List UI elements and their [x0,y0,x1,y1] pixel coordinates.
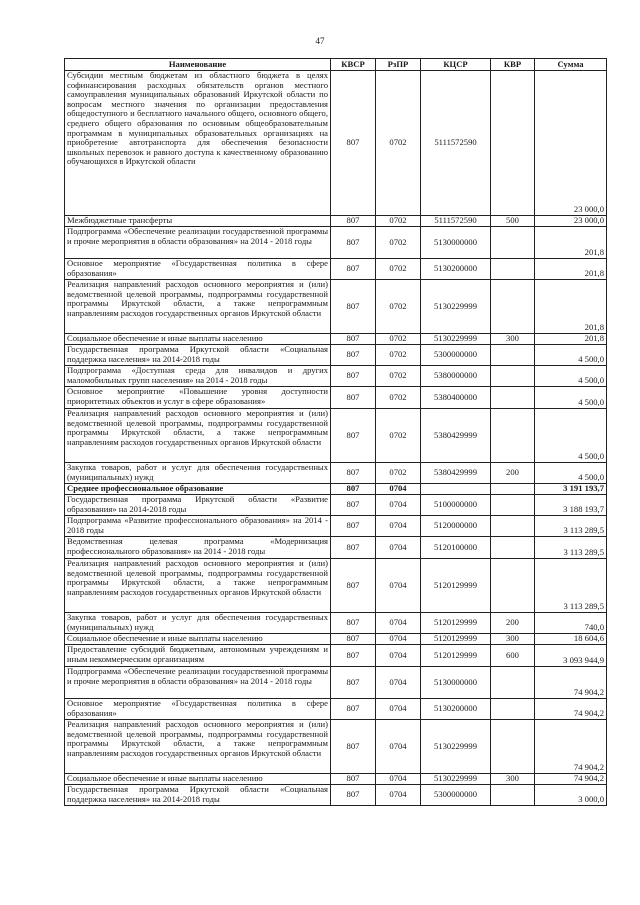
row-name: Подпрограмма «Доступная среда для инвалидов и других маломобильных групп населения» на 2014 - 2018 годы [65,366,331,387]
row-kvr [491,71,535,216]
row-kvr [491,387,535,409]
table-row [65,366,607,387]
row-kvsr: 807 [331,409,376,463]
row-kvsr: 807 [331,667,376,699]
row-sum: 4 500,0 [535,409,607,463]
row-kvr [491,699,535,720]
row-kvsr: 807 [331,645,376,667]
row-sum: 201,8 [535,334,607,345]
table-row [65,495,607,516]
row-name: Государственная программа Иркутской области «Развитие образования» на 2014-2018 годы [65,495,331,516]
column-header-sum: Сумма [535,59,607,71]
row-sum: 3 113 289,5 [535,559,607,613]
row-rzpr: 0702 [376,280,421,334]
row-kcsr: 5300000000 [421,345,491,366]
row-name: Государственная программа Иркутской области «Социальная поддержка населения» на 2014-2018 годы [65,785,331,806]
row-rzpr: 0704 [376,516,421,537]
table-row [65,699,607,720]
row-kvsr: 807 [331,463,376,484]
row-kcsr: 5111572590 [421,216,491,227]
row-kvr [491,537,535,559]
table-row [65,227,607,259]
row-kcsr: 5111572590 [421,71,491,216]
row-kvr [491,720,535,774]
row-rzpr: 0704 [376,495,421,516]
column-header-name: Наименование [65,59,331,71]
row-kcsr: 5130000000 [421,667,491,699]
row-kvsr: 807 [331,387,376,409]
row-sum: 3 188 193,7 [535,495,607,516]
row-kvr [491,227,535,259]
row-name: Основное мероприятие «Государственная политика в сфере образования» [65,699,331,720]
column-header-kvsr: КВСР [331,59,376,71]
row-kcsr: 5130000000 [421,227,491,259]
row-rzpr: 0702 [376,366,421,387]
row-sum: 3 113 289,5 [535,516,607,537]
table-row [65,774,607,785]
row-kvr [491,345,535,366]
row-kcsr: 5130229999 [421,720,491,774]
row-kcsr: 5120000000 [421,516,491,537]
row-rzpr: 0702 [376,216,421,227]
row-sum: 4 500,0 [535,463,607,484]
table-row [65,484,607,495]
row-kvr: 600 [491,645,535,667]
table-row [65,559,607,613]
table-row [65,516,607,537]
row-rzpr: 0704 [376,774,421,785]
row-kvsr: 807 [331,785,376,806]
row-kvr [491,409,535,463]
row-kvr [491,495,535,516]
row-name: Социальное обеспечение и иные выплаты населению [65,334,331,345]
row-sum: 740,0 [535,613,607,634]
table-row [65,280,607,334]
row-kcsr: 5130200000 [421,259,491,280]
row-rzpr: 0702 [376,345,421,366]
row-kcsr: 5120129999 [421,559,491,613]
row-rzpr: 0702 [376,387,421,409]
row-sum: 3 000,0 [535,785,607,806]
row-kvsr: 807 [331,720,376,774]
row-rzpr: 0704 [376,559,421,613]
table-row [65,537,607,559]
row-kvr: 200 [491,463,535,484]
table-row [65,667,607,699]
row-kvr: 300 [491,634,535,645]
row-kcsr: 5380400000 [421,387,491,409]
row-rzpr: 0704 [376,667,421,699]
row-kvr [491,280,535,334]
row-kvsr: 807 [331,774,376,785]
table-row [65,334,607,345]
row-kvsr: 807 [331,484,376,495]
row-sum: 74 904,2 [535,720,607,774]
row-rzpr: 0704 [376,634,421,645]
row-name: Закупка товаров, работ и услуг для обеспечения государственных (муниципальных) нужд [65,463,331,484]
row-name: Реализация направлений расходов основного мероприятия и (или) ведомственной целевой программы, подпрограммы государственной программы Иркутской области, а также непрограммным направлениям расходов государственных органов Иркутской области [65,280,331,334]
row-kcsr: 5380429999 [421,463,491,484]
row-kvsr: 807 [331,634,376,645]
row-kvsr: 807 [331,613,376,634]
row-rzpr: 0702 [376,334,421,345]
row-rzpr: 0704 [376,537,421,559]
row-rzpr: 0704 [376,699,421,720]
row-name: Государственная программа Иркутской области «Социальная поддержка населения» на 2014-2018 годы [65,345,331,366]
table-row [65,720,607,774]
row-sum: 4 500,0 [535,366,607,387]
row-sum: 3 113 289,5 [535,537,607,559]
row-kvsr: 807 [331,280,376,334]
row-kvsr: 807 [331,366,376,387]
row-kvsr: 807 [331,227,376,259]
column-header-kcsr: КЦСР [421,59,491,71]
row-kvr [491,785,535,806]
row-kvr [491,484,535,495]
row-name: Социальное обеспечение и иные выплаты населению [65,634,331,645]
row-kvr [491,667,535,699]
row-kvsr: 807 [331,699,376,720]
row-kcsr: 5380429999 [421,409,491,463]
budget-table [64,58,607,806]
row-sum: 18 604,6 [535,634,607,645]
table-header-row [65,59,607,71]
row-kvsr: 807 [331,71,376,216]
row-kvsr: 807 [331,334,376,345]
table-row [65,613,607,634]
row-kvsr: 807 [331,216,376,227]
row-name: Подпрограмма «Обеспечение реализации государственной программы и прочие мероприятия в области образования» на 2014 - 2018 годы [65,227,331,259]
row-name: Реализация направлений расходов основного мероприятия и (или) ведомственной целевой программы, подпрограммы государственной программы Иркутской области, а также непрограммным направлениям расходов государственных органов Иркутской области [65,720,331,774]
row-sum: 201,8 [535,280,607,334]
row-sum: 74 904,2 [535,699,607,720]
row-kcsr: 5120129999 [421,645,491,667]
table-row [65,259,607,280]
row-name: Социальное обеспечение и иные выплаты населению [65,774,331,785]
table-row [65,634,607,645]
row-name: Реализация направлений расходов основного мероприятия и (или) ведомственной целевой программы, подпрограммы государственной программы Иркутской области, а также непрограммным направлениям расходов государственных органов Иркутской области [65,559,331,613]
row-sum: 3 093 944,9 [535,645,607,667]
row-sum: 74 904,2 [535,774,607,785]
table-row [65,387,607,409]
row-kvr [491,366,535,387]
row-kcsr [421,484,491,495]
row-rzpr: 0702 [376,463,421,484]
table-row [65,345,607,366]
row-kvsr: 807 [331,495,376,516]
row-sum: 4 500,0 [535,387,607,409]
row-sum: 74 904,2 [535,667,607,699]
row-name: Основное мероприятие «Государственная политика в сфере образования» [65,259,331,280]
row-kcsr: 5130229999 [421,280,491,334]
table-row [65,785,607,806]
row-name: Среднее профессиональное образование [65,484,331,495]
row-name: Межбюджетные трансферты [65,216,331,227]
row-kcsr: 5120100000 [421,537,491,559]
table-row [65,645,607,667]
table-row [65,71,607,216]
row-kvsr: 807 [331,559,376,613]
row-kvr [491,559,535,613]
row-kcsr: 5130200000 [421,699,491,720]
table-row [65,409,607,463]
page-number: 47 [315,36,325,46]
row-sum: 23 000,0 [535,216,607,227]
row-rzpr: 0704 [376,645,421,667]
row-name: Предоставление субсидий бюджетным, автономным учреждениям и иным некоммерческим организациям [65,645,331,667]
row-name: Подпрограмма «Развитие профессионального образования» на 2014 - 2018 годы [65,516,331,537]
row-kvsr: 807 [331,345,376,366]
row-kcsr: 5380000000 [421,366,491,387]
column-header-kvr: КВР [491,59,535,71]
row-kvr: 300 [491,774,535,785]
row-kcsr: 5120129999 [421,634,491,645]
row-name: Подпрограмма «Обеспечение реализации государственной программы и прочие мероприятия в области образования» на 2014 - 2018 годы [65,667,331,699]
row-rzpr: 0704 [376,613,421,634]
row-rzpr: 0702 [376,259,421,280]
row-kvr [491,259,535,280]
row-name: Субсидии местным бюджетам из областного бюджета в целях софинансирования расходных обязательств органов местного самоуправления муниципальных образований Иркутской области по вопросам местного значения по организации предоставления общедоступного и бесплатного начального общего, основного общего, среднего общего образования по основным общеобразовательным программам в муниципальных образовательных организациях на приобретение автотранспорта для обеспечения безопасности школьных перевозок и равного доступа к качественному образованию обучающихся в Иркутской области [65,71,331,216]
row-name: Реализация направлений расходов основного мероприятия и (или) ведомственной целевой программы, подпрограммы государственной программы Иркутской области, а также непрограммным направлениям расходов государственных органов Иркутской области [65,409,331,463]
row-kvr: 200 [491,613,535,634]
row-kvr: 500 [491,216,535,227]
table-row [65,463,607,484]
row-kcsr: 5300000000 [421,785,491,806]
row-kvsr: 807 [331,259,376,280]
row-rzpr: 0704 [376,720,421,774]
row-rzpr: 0702 [376,227,421,259]
row-rzpr: 0704 [376,785,421,806]
row-rzpr: 0702 [376,71,421,216]
row-kvsr: 807 [331,516,376,537]
row-kcsr: 5100000000 [421,495,491,516]
row-kcsr: 5120129999 [421,613,491,634]
row-name: Основное мероприятие «Повышение уровня доступности приоритетных объектов и услуг в сфере образования» [65,387,331,409]
row-sum: 3 191 193,7 [535,484,607,495]
table-row [65,216,607,227]
column-header-rzpr: РзПР [376,59,421,71]
row-sum: 201,8 [535,259,607,280]
row-rzpr: 0702 [376,409,421,463]
table-body [65,71,607,806]
row-name: Закупка товаров, работ и услуг для обеспечения государственных (муниципальных) нужд [65,613,331,634]
row-name: Ведомственная целевая программа «Модернизация профессионального образования» на 2014 - 2018 годы [65,537,331,559]
row-kcsr: 5130229999 [421,334,491,345]
row-kvr [491,516,535,537]
row-sum: 23 000,0 [535,71,607,216]
row-sum: 4 500,0 [535,345,607,366]
row-rzpr: 0704 [376,484,421,495]
row-kvsr: 807 [331,537,376,559]
row-sum: 201,8 [535,227,607,259]
row-kcsr: 5130229999 [421,774,491,785]
row-kvr: 300 [491,334,535,345]
